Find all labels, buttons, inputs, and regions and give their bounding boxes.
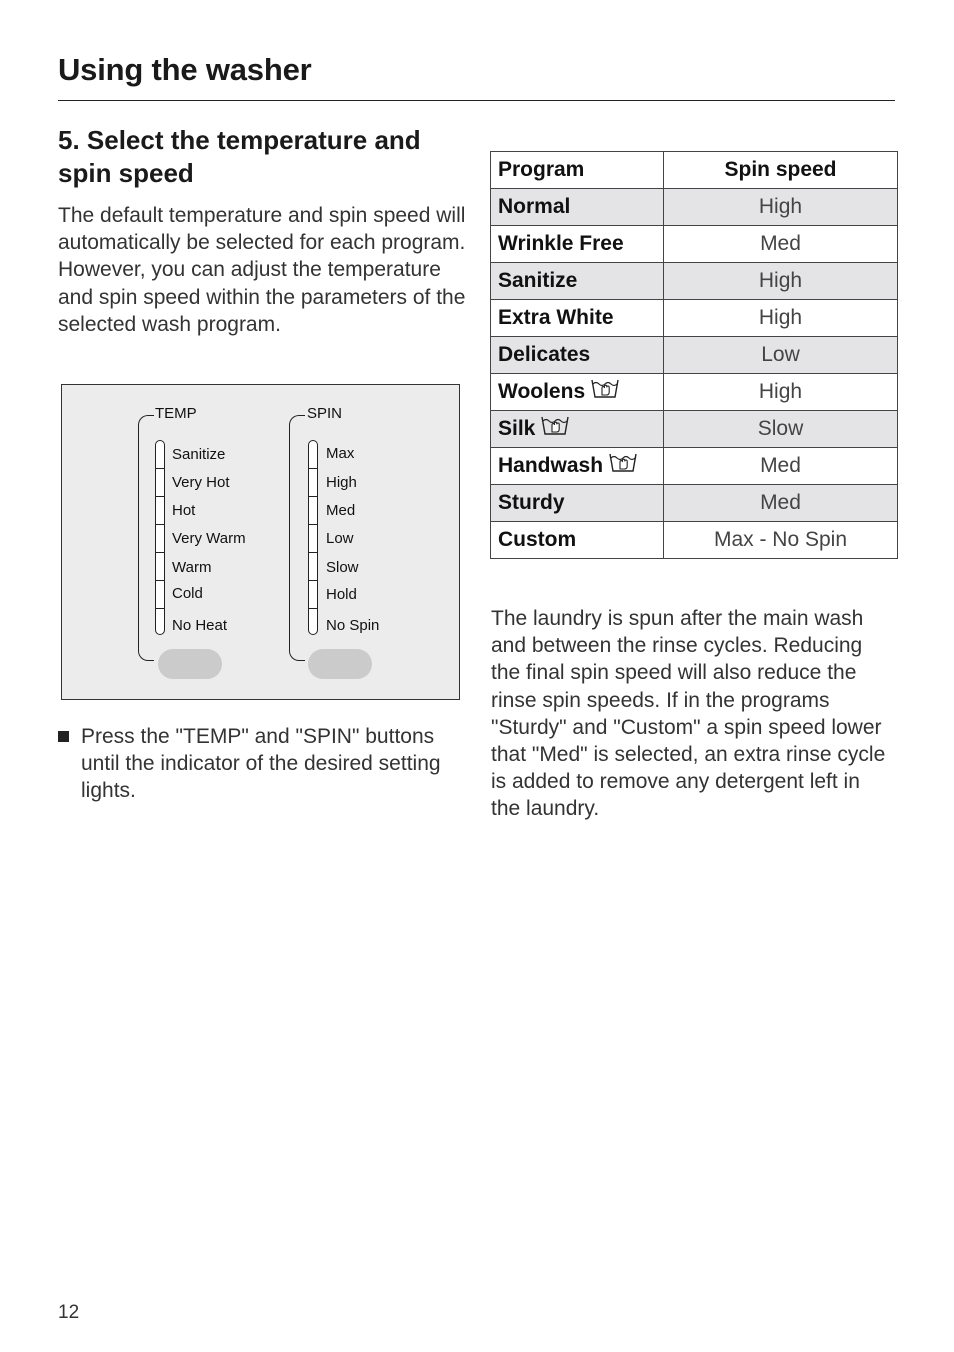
table-row [491,411,898,448]
spin-speed-cell: Med [664,448,898,485]
spin-label: High [326,474,357,491]
program-name: Normal [498,195,571,218]
spin-bracket [289,415,305,661]
title-divider [58,100,895,101]
spin-label: No Spin [326,617,380,634]
spin-note-paragraph: The laundry is spun after the main wash and between the rinse cycles. Reducing the final spin speed will also reduce the rinse spin speeds. If in the programs "Sturdy" and "Custom" a spin speed lower that "Med" is selected, an extra rinse cycle is added to remove any detergent left in the laundry. [491,607,886,821]
spin-speed-cell: Max - No Spin [664,522,898,559]
spin-label: Slow [326,559,359,576]
table-row [491,485,898,522]
temp-button[interactable] [158,649,222,679]
table-row [491,226,898,263]
table-row [491,263,898,300]
page-title: Using the washer [58,52,312,87]
handwash-icon [540,415,570,443]
page-number: 12 [58,1302,80,1323]
spin-speed-cell: High [664,189,898,226]
program-name: Woolens [498,380,586,403]
program-name: Handwash [498,454,604,477]
intro-paragraph: The default temperature and spin speed will automatically be selected for each program. However, you can adjust the temperature and spin speed within the parameters of the selected wash program. [58,204,466,336]
temp-control [138,385,298,699]
table-row [491,337,898,374]
program-cell [491,374,664,411]
program-name: Silk [498,417,536,440]
program-name: Wrinkle Free [498,232,624,255]
spin-speed-cell: Slow [664,411,898,448]
column-header-program: Program [491,152,664,189]
spin-speed-cell: Med [664,226,898,263]
temp-title: TEMP [155,405,197,422]
column-header-spin-speed: Spin speed [664,152,898,189]
spin-button[interactable] [308,649,372,679]
temp-label: Very Hot [172,474,230,491]
program-cell [491,337,664,374]
spin-speed-cell: High [664,300,898,337]
table-body [491,189,898,559]
bullet-marker [58,731,69,742]
spin-title: SPIN [307,405,343,422]
temp-label: Sanitize [172,446,226,463]
temp-label: Cold [172,585,203,602]
temp-label: Hot [172,502,196,519]
handwash-icon [590,378,620,406]
spin-speed-cell: Med [664,485,898,522]
program-name: Sanitize [498,269,578,292]
program-name: Custom [498,528,577,551]
spin-label: Hold [326,586,357,603]
table-row [491,300,898,337]
temp-label: Very Warm [172,530,246,547]
program-cell [491,448,664,485]
table-row [491,522,898,559]
program-cell [491,485,664,522]
spin-indicator-bar [308,440,318,635]
spin-control [289,385,449,699]
handwash-icon [608,452,638,480]
program-cell [491,522,664,559]
spin-label: Med [326,502,356,519]
temp-label: Warm [172,559,212,576]
program-cell [491,411,664,448]
control-panel-illustration [61,384,460,700]
section-heading: 5. Select the temperature and spin speed [58,125,421,188]
temp-indicator-bar [155,440,165,635]
program-cell [491,226,664,263]
temp-bracket [138,415,154,661]
instruction-text: Press the "TEMP" and "SPIN" buttons until the indicator of the desired setting lights. [81,725,441,803]
spin-speed-cell: Low [664,337,898,374]
spin-speed-cell: High [664,263,898,300]
temp-label: No Heat [172,617,228,634]
program-name: Sturdy [498,491,565,514]
program-cell [491,263,664,300]
table-row [491,189,898,226]
spin-speed-table [490,151,898,559]
spin-label: Low [326,530,354,547]
program-cell [491,189,664,226]
table-row [491,374,898,411]
program-cell [491,300,664,337]
program-name: Extra White [498,306,614,329]
spin-speed-cell: High [664,374,898,411]
table-row [491,448,898,485]
program-name: Delicates [498,343,591,366]
spin-label: Max [326,445,355,462]
table-header-row [491,152,898,189]
